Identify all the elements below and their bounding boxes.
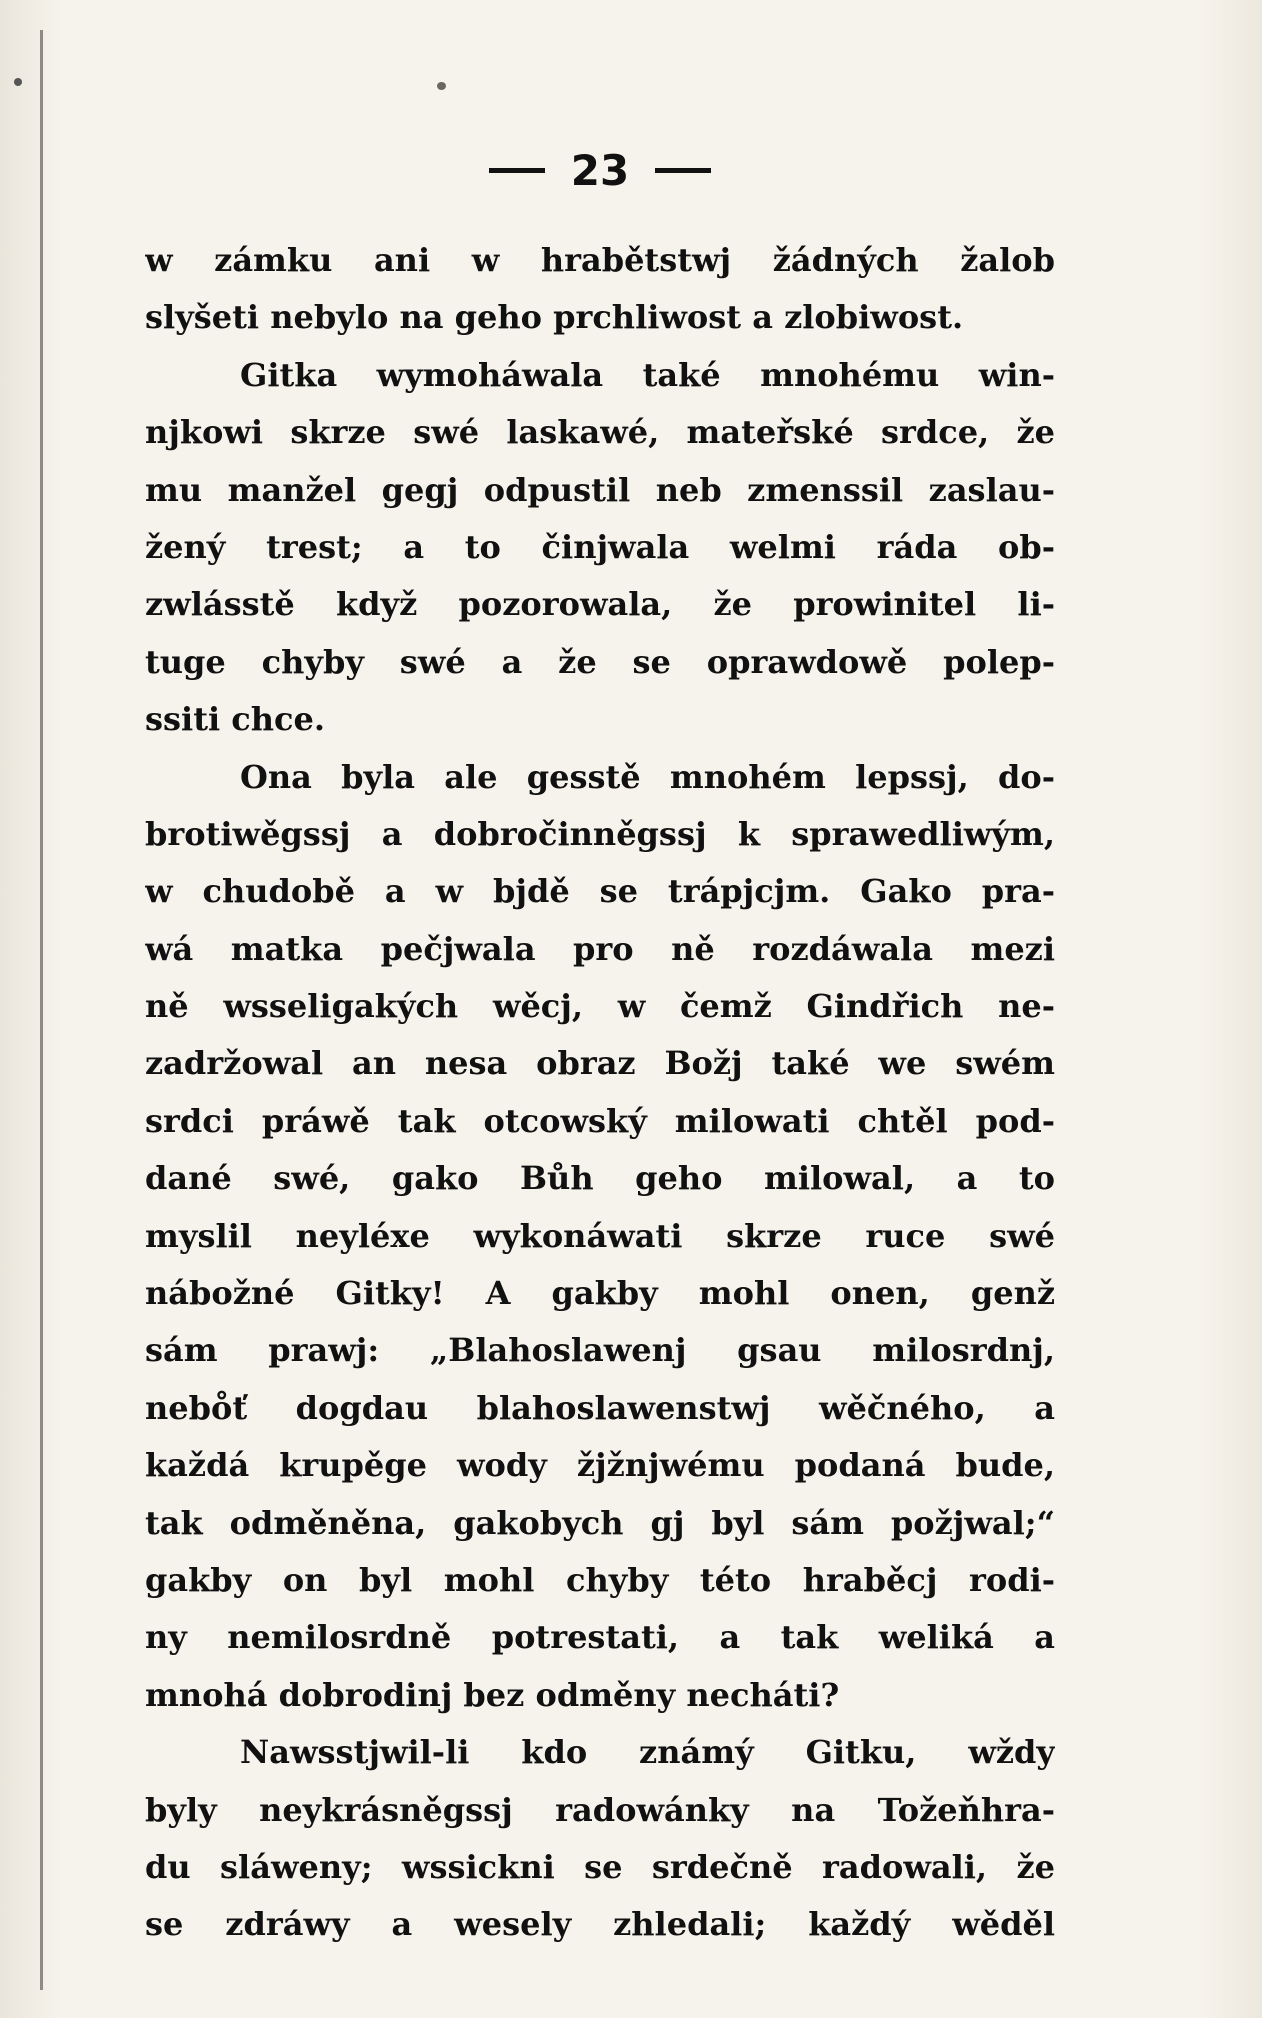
text-line: slyšeti nebylo na geho prchliwost a zlobiwost. — [145, 298, 964, 337]
text-line: w chudobě a w bjdě se trápjcjm. Gako pra- — [145, 872, 1055, 911]
text-line: byly neykrásněgssj radowánky na Tožeňhra- — [145, 1790, 1055, 1829]
text-line: Gitka wymoháwala také mnohému win- — [240, 355, 1055, 394]
text-line: wá matka pečjwala pro ně rozdáwala mezi — [145, 929, 1055, 968]
text-line: nebo̊ť dogdau blahoslawenstwj wěčného, a — [145, 1388, 1055, 1427]
text-line: zadržowal an nesa obraz Božj také we swém — [145, 1044, 1055, 1083]
ink-speck — [437, 82, 446, 90]
text-line: sám prawj: „Blahoslawenj gsau milosrdnj, — [145, 1331, 1055, 1370]
text-line: Nawsstjwil-li kdo známý Gitku, wždy — [240, 1733, 1055, 1772]
text-line: mnohá dobrodinj bez odměny necháti? — [145, 1675, 840, 1714]
binding-mark — [14, 78, 22, 86]
header-dash-left — [489, 168, 545, 173]
body-text — [145, 232, 1055, 1954]
text-line: myslil neyléxe wykonáwati skrze ruce swé — [145, 1216, 1055, 1255]
text-line: nábožné Gitky! A gakby mohl onen, genž — [145, 1274, 1055, 1313]
text-line: w zámku ani w hrabětstwj žádných žalob — [145, 241, 1055, 279]
text-line: brotiwěgssj a dobročinněgssj k sprawedliwým, — [145, 814, 1055, 853]
text-line: gakby on byl mohl chyby této hraběcj rodi- — [145, 1560, 1055, 1599]
header-dash-right — [655, 168, 711, 173]
text-line: tak odměněna, gakobych gj byl sám požjwal;“ — [145, 1503, 1055, 1542]
text-line: njkowi skrze swé laskawé, mateřské srdce, že — [145, 413, 1055, 452]
text-line: Ona byla ale gesstě mnohém lepssj, do- — [240, 757, 1055, 796]
text-line: zwlásstě když pozorowala, že prowinitel li- — [145, 585, 1055, 624]
text-line: tuge chyby swé a že se oprawdowě polep- — [145, 642, 1055, 681]
text-line: každá krupěge wody žjžnjwému podaná bude, — [145, 1446, 1055, 1485]
text-line: ssiti chce. — [145, 700, 325, 739]
text-line: ně wsseligakých wěcj, w čemž Gindřich ne- — [145, 987, 1055, 1026]
page-header — [145, 140, 1055, 200]
text-line: mu manžel gegj odpustil neb zmenssil zaslau- — [145, 470, 1055, 509]
text-line: srdci práwě tak otcowský milowati chtěl pod- — [145, 1101, 1055, 1140]
text-line: ny nemilosrdně potrestati, a tak weliká a — [145, 1618, 1055, 1657]
page-number: 23 — [570, 145, 630, 195]
text-line: dané swé, gako Bůh geho milowal, a to — [145, 1159, 1055, 1198]
binding-edge — [40, 30, 43, 1990]
text-line: žený trest; a to činjwala welmi ráda ob- — [145, 527, 1055, 566]
text-line: du sláweny; wssickni se srdečně radowali, že — [145, 1847, 1055, 1886]
text-line: se zdráwy a wesely zhledali; každý wěděl — [145, 1905, 1055, 1944]
